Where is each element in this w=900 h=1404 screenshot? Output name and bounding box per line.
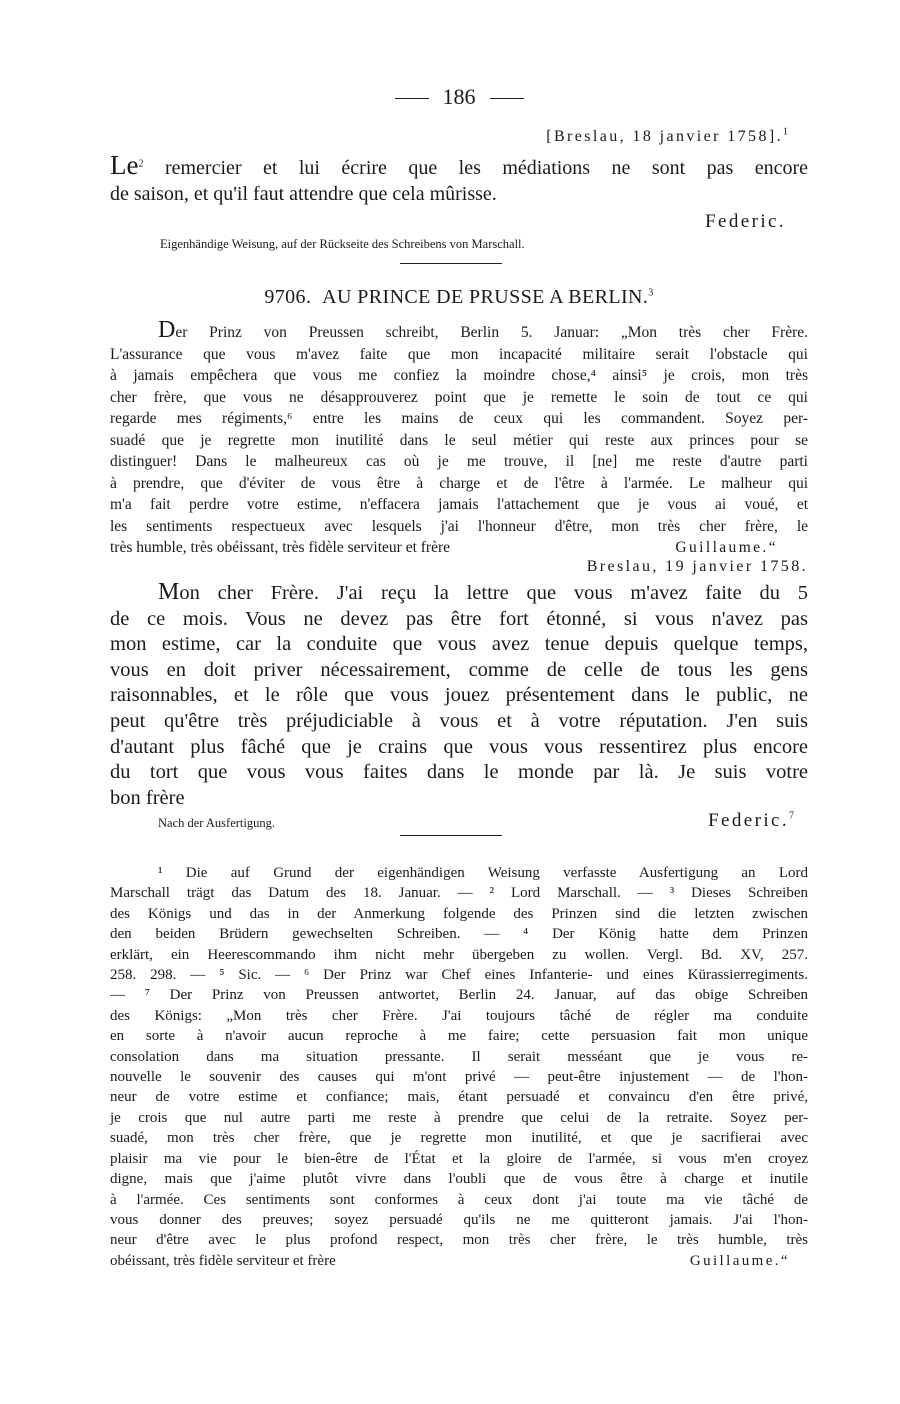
text-line: peut qu'être très préjudiciable à vous et à votre réputation. J'en suis	[110, 709, 808, 732]
letter-closing	[110, 810, 808, 834]
header-dash-left	[395, 98, 429, 99]
text-line: de ce mois. Vous ne devez pas être fort étonné, si vous n'avez pas	[110, 607, 808, 630]
previous-entry-text	[110, 152, 808, 207]
page-header	[110, 84, 808, 110]
text-line: Der Prinz von Preussen schreibt, Berlin 5. Januar: „Mon très cher Frère.	[158, 317, 808, 343]
previous-entry-dateline: [Breslau, 18 janvier 1758].$^1$	[546, 126, 788, 145]
previous-entry-note: Eigenhändige Weisung, auf der Rückseite des Schreibens von Marschall.	[160, 237, 525, 251]
footnote-signature: Guillaume.“	[689, 1252, 790, 1269]
text-line: suadé que je regrette mon inutilité dans le seul métier qui reste aux princes pour se	[110, 431, 808, 449]
entry-number: 9706.	[264, 286, 312, 308]
text-line: regarde mes régiments,⁶ entre les mains de ceux qui les commandent. Soyez per-	[110, 410, 808, 427]
footnote-line: 258. 298. — ⁵ Sic. — ⁶ Der Prinz war Chef eines Infanterie- und eines Kürassierregiments.	[110, 967, 808, 984]
footnote-line: obéissant, très fidèle serviteur et frère Guillaume.“	[110, 1251, 808, 1271]
footnote-line: digne, mais que j'aime plutôt vivre dans l'oubli que de vous être à charge et inutile	[110, 1171, 808, 1188]
footnote-line: den beiden Brüdern gewechselten Schreiben. — ⁴ Der König hatte dem Prinzen	[110, 926, 808, 943]
text-line: cher frère, que vous ne désapprouverez point que je remette le soin de tout ce qui	[110, 388, 808, 406]
footnote-line: en sorte à n'avoir aucun reproche à me faire; cette persuasion fait mon unique	[110, 1028, 808, 1045]
text-line: d'autant plus fâché que je crains que vous vous ressentirez plus encore	[110, 735, 808, 758]
text-line: à prendre, que d'éviter de vous être à charge et de l'être à l'armée. Le malheur qui	[110, 474, 808, 492]
section-divider	[400, 263, 502, 264]
footnote-ref: 2	[138, 158, 144, 170]
text-line: m'a fait perdre votre estime, n'effacera jamais l'attachement que je vous ai voué, et	[110, 496, 808, 513]
footnote-line: suadé, mon très cher frère, que je regrette mon inutilité, et que je sacrifierai avec	[110, 1130, 808, 1147]
entry-title	[110, 286, 808, 309]
footnote-line: des Königs: „Mon très cher Frère. J'ai toujours tâché de régler ma conduite	[110, 1007, 808, 1024]
initial-word: Le	[110, 150, 139, 180]
source-note: Nach der Ausfertigung.	[158, 816, 275, 830]
text-line: mon estime, car la conduite que vous avez tenue depuis quelque temps,	[110, 633, 808, 656]
footnote-ref: 3	[648, 287, 654, 299]
footnote-ref: 1	[783, 126, 788, 138]
footnote-line: neur de votre estime et confiance; mais, étant persuadé et convaincu d'en être privé,	[110, 1089, 808, 1106]
text-line: les sentiments respectueux avec lesquels j'ai l'honneur d'être, mon très cher frère, le	[110, 517, 808, 535]
previous-entry	[110, 128, 808, 252]
text-line: bon frère	[110, 786, 185, 809]
text-line: raisonnables, et le rôle que vous jouez présentement dans le public, ne	[110, 684, 808, 707]
text-line: très humble, très obéissant, très fidèle serviteur et frère Guillaume.“	[110, 537, 808, 559]
text-line: du tort que vous vous faites dans le monde par là. Je suis votre	[110, 761, 808, 784]
footnote-line: — ⁷ Der Prinz von Preussen antwortet, Berlin 24. Januar, auf das obige Schreiben	[110, 987, 808, 1004]
footnote-line: des Königs und das in der Anmerkung folgende des Prinzen sind die letzten zwischen	[110, 905, 808, 922]
footnotes	[110, 863, 808, 1271]
text-line: de saison, et qu'il faut attendre que cela mûrisse.	[110, 183, 497, 205]
footnote-ref: 7	[789, 810, 794, 822]
footnote-line: vous donner des preuves; soyez persuadé qu'ils ne me quitteront jamais. J'ai l'hon-	[110, 1211, 808, 1228]
text-line: Mon cher Frère. J'ai reçu la lettre que vous m'avez faite du 5	[158, 579, 808, 605]
footnote-line: je crois que nul autre parti me reste à prendre que celui de la retraite. Soyez per-	[110, 1109, 808, 1126]
text-line: L'assurance que vous m'avez faite que mon incapacité militaire serait l'obstacle qui	[110, 345, 808, 363]
header-dash-right	[490, 98, 524, 99]
footnote-line: Marschall trägt das Datum des 18. Januar. — ² Lord Marschall. — ³ Dieses Schreiben	[110, 885, 808, 902]
prince-signature: Guillaume.“	[675, 539, 778, 556]
footnote-line: ¹ Die auf Grund der eigenhändigen Weisung verfasste Ausfertigung an Lord	[158, 865, 808, 881]
footnote-line: consolation dans ma situation pressante. Il serait messéant que je vous re-	[110, 1048, 808, 1065]
text-line: Le$^2$ remercier et lui écrire que les médiations ne sont pas encore	[110, 150, 809, 180]
text-line: distinguer! Dans le malheureux cas où je me trouve, il [ne] me reste d'autre parti	[110, 453, 808, 470]
footnote-line: plaisir ma vie pour le bien-être de l'État et la gloire de l'armée, si vous m'en croyez	[110, 1150, 808, 1167]
text-line: à jamais empêchera que vous me confiez la moindre chose,⁴ ainsi⁵ je crois, mon très	[110, 367, 808, 384]
page-number: 186	[442, 84, 476, 109]
footnote-divider	[400, 835, 502, 836]
letter-signature: Federic.$^7$	[708, 810, 794, 831]
entry-heading: AU PRINCE DE PRUSSE A BERLIN.	[322, 286, 649, 308]
letter-dateline: Breslau, 19 janvier 1758.	[586, 558, 808, 575]
prince-letter-quote	[110, 317, 808, 559]
previous-entry-signature: Federic.	[705, 211, 786, 232]
footnote-line: nouvelle le souvenir des causes qui m'ont privé — peut-être injustement — de l'hon-	[110, 1069, 808, 1086]
drop-initial: D	[158, 317, 176, 343]
footnote-line: à l'armée. Ces sentiments sont conformes à ceux dont j'ai toute ma vie tâché de	[110, 1191, 808, 1208]
footnote-line: neur d'être avec le plus profond respect, mon très cher frère, le très humble, très	[110, 1232, 808, 1249]
text-line: vous en doit priver nécessairement, comme de celle de tous les gens	[110, 658, 808, 681]
footnote-line: erklärt, ein Heerescommando ihm nicht mehr übergeben zu wollen. Vergl. Bd. XV, 257.	[110, 946, 808, 963]
drop-initial: M	[158, 579, 180, 605]
king-letter	[110, 580, 808, 811]
